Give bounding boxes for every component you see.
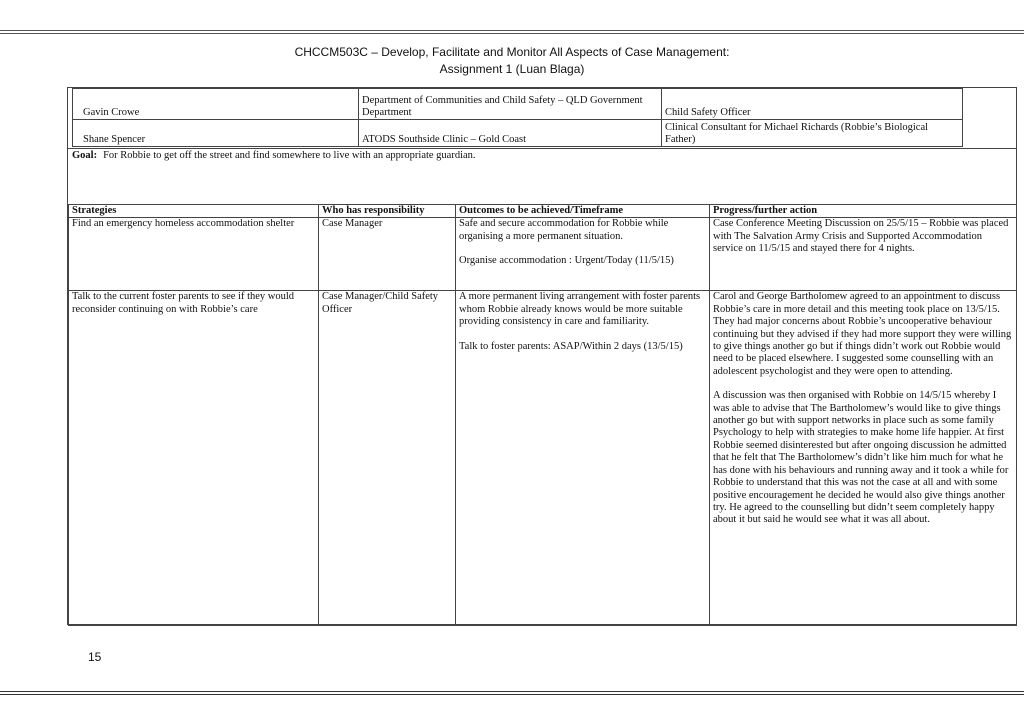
timeframe-text: Organise accommodation : Urgent/Today (11/5/15) [459, 255, 674, 267]
goal-top-divider [67, 148, 1017, 149]
header-responsibility: Who has responsibility [319, 205, 456, 218]
strategy-table-header [69, 205, 1017, 218]
header-outcomes: Outcomes to be achieved/Timeframe [456, 205, 710, 218]
header-strategies: Strategies [69, 205, 319, 218]
strategy-table [68, 204, 1017, 626]
progress-cell [710, 291, 1017, 626]
title-line-1: CHCCM503C – Develop, Facilitate and Monitor All Aspects of Case Management: [294, 45, 730, 59]
contact-name: Shane Spencer [73, 120, 359, 147]
strategy-cell: Talk to the current foster parents to see if they would reconsider continuing on with Robbie’s care [69, 291, 319, 626]
outcome-cell [456, 291, 710, 626]
contact-row [73, 120, 963, 147]
document-title [0, 44, 1024, 78]
page-number: 15 [88, 650, 102, 664]
goal-text: For Robbie to get off the street and find somewhere to live with an appropriate guardian. [103, 150, 476, 161]
title-line-2: Assignment 1 (Luan Blaga) [439, 62, 585, 76]
table-row [69, 218, 1017, 291]
outcome-text: Safe and secure accommodation for Robbie while organising a more permanent situation. [459, 218, 669, 242]
progress-cell: Case Conference Meeting Discussion on 25/5/15 – Robbie was placed with The Salvation Army Crisis and Supported Accommodation service on 11/5/15 and stayed there for 4 nights. [710, 218, 1017, 291]
progress-text-continued: A discussion was then organised with Robbie on 14/5/15 whereby I was able to advise that The Bartholomew’s would like to give things another go but with support networks in place such as some family Psychology to help with strategies to make home life happier. At first Robbie seemed disinterested but after ongoing discussion he admitted that he felt that The Bartholomew’s didn’t like him much for what he has done with his behaviours and running away and it took a while for Robbie to understand that this was not the case at all and with some positive encouragement he decided he would also give things another try. He agreed to the counselling but didn’t seem completely happy about it but said he would see what it was all about. [713, 390, 1009, 526]
goal-statement [72, 150, 476, 161]
responsibility-cell: Case Manager [319, 218, 456, 291]
contact-row [73, 89, 963, 120]
responsibility-cell: Case Manager/Child Safety Officer [319, 291, 456, 626]
contacts-table [72, 88, 963, 147]
goal-label: Goal: [72, 150, 98, 161]
strategy-cell: Find an emergency homeless accommodation shelter [69, 218, 319, 291]
table-row [69, 291, 1017, 626]
contact-name: Gavin Crowe [73, 89, 359, 120]
contact-role: Clinical Consultant for Michael Richards (Robbie’s Biological Father) [662, 120, 963, 147]
top-rule-inner [0, 33, 1024, 34]
outcome-text: A more permanent living arrangement with foster parents whom Robbie already knows would be more suitable providing consistency in care and familiarity. [459, 291, 701, 328]
progress-text: Carol and George Bartholomew agreed to an appointment to discuss Robbie’s care in more detail and this meeting took place on 13/5/15. They had major concerns about Robbie’s uncooperative behaviour continuing but they advised if they had more support they were willing to give things another go but if things didn’t work out Robbie would need to be placed elsewhere. I suggested some counselling with an adolescent psychologist and they were open to attending. [713, 291, 1012, 377]
bottom-rule [0, 691, 1024, 692]
top-rule [0, 30, 1024, 31]
bottom-rule-inner [0, 694, 1024, 695]
contact-organisation: Department of Communities and Child Safety – QLD Government Department [359, 89, 662, 120]
outcome-cell [456, 218, 710, 291]
header-progress: Progress/further action [710, 205, 1017, 218]
timeframe-text: Talk to foster parents: ASAP/Within 2 days (13/5/15) [459, 340, 683, 352]
contact-organisation: ATODS Southside Clinic – Gold Coast [359, 120, 662, 147]
contact-role: Child Safety Officer [662, 89, 963, 120]
